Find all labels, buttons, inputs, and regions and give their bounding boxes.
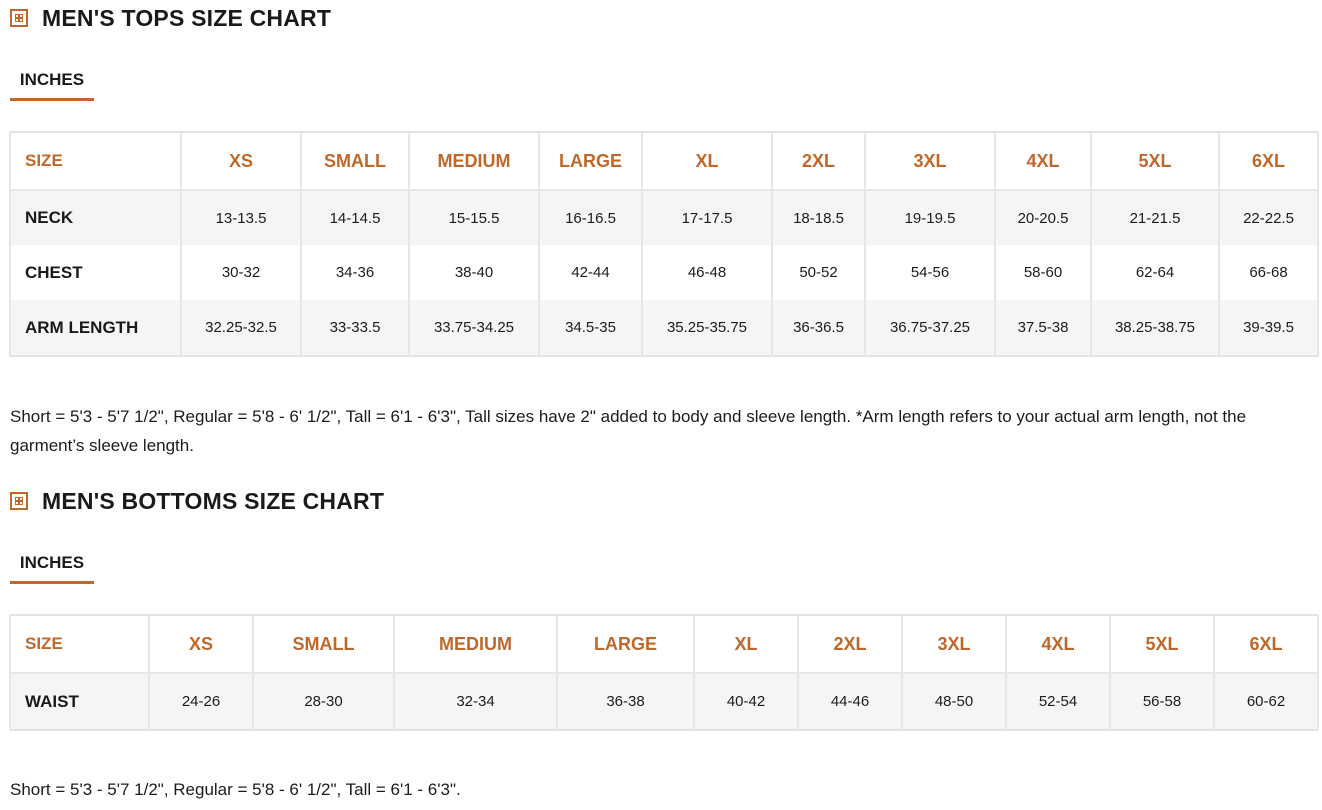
- table-cell: 17-17.5: [642, 190, 772, 245]
- size-col-6xl: 6XL: [1219, 132, 1318, 190]
- tops-section-title: [10, 4, 331, 32]
- size-header-label: SIZE: [10, 615, 149, 673]
- table-cell: 32-34: [394, 673, 557, 730]
- size-col-xs: XS: [149, 615, 253, 673]
- table-cell: 38-40: [409, 245, 539, 300]
- tops-size-table: [9, 131, 1319, 357]
- table-cell: 22-22.5: [1219, 190, 1318, 245]
- size-col-3xl: 3XL: [902, 615, 1006, 673]
- table-cell: 15-15.5: [409, 190, 539, 245]
- size-header-label: SIZE: [10, 132, 181, 190]
- table-cell: 54-56: [865, 245, 995, 300]
- row-label-arm-length: ARM LENGTH: [10, 300, 181, 356]
- tab-bottoms-inches[interactable]: [10, 553, 94, 584]
- tab-bottoms-inches-label: INCHES: [19, 553, 85, 572]
- tops-header-row: [10, 132, 1318, 190]
- table-cell: 46-48: [642, 245, 772, 300]
- tab-tops-inches[interactable]: [10, 70, 94, 101]
- table-cell: 62-64: [1091, 245, 1219, 300]
- bottoms-fit-note: Short = 5'3 - 5'7 1/2", Regular = 5'8 - 6' 1/2", Tall = 6'1 - 6'3".: [10, 780, 461, 799]
- table-cell: 33-33.5: [301, 300, 409, 356]
- bottoms-title: MEN'S BOTTOMS SIZE CHART: [42, 487, 385, 514]
- tops-title: MEN'S TOPS SIZE CHART: [42, 4, 332, 31]
- table-cell: 19-19.5: [865, 190, 995, 245]
- table-row: [10, 190, 1318, 245]
- size-col-2xl: 2XL: [772, 132, 865, 190]
- size-col-small: SMALL: [301, 132, 409, 190]
- table-row: [10, 673, 1318, 730]
- bottoms-size-table: [9, 614, 1319, 731]
- bottoms-section-title: [10, 487, 384, 515]
- table-cell: 32.25-32.5: [181, 300, 301, 356]
- size-col-5xl: 5XL: [1091, 132, 1219, 190]
- table-cell: 38.25-38.75: [1091, 300, 1219, 356]
- table-cell: 40-42: [694, 673, 798, 730]
- table-cell: 18-18.5: [772, 190, 865, 245]
- size-col-large: LARGE: [539, 132, 642, 190]
- size-col-xl: XL: [694, 615, 798, 673]
- row-label-neck: NECK: [10, 190, 181, 245]
- table-cell: 13-13.5: [181, 190, 301, 245]
- expand-box-icon[interactable]: [10, 9, 28, 27]
- row-label-chest: CHEST: [10, 245, 181, 300]
- table-cell: 60-62: [1214, 673, 1318, 730]
- expand-box-icon[interactable]: [10, 492, 28, 510]
- table-cell: 36-38: [557, 673, 694, 730]
- table-cell: 58-60: [995, 245, 1091, 300]
- bottoms-header-row: [10, 615, 1318, 673]
- table-cell: 48-50: [902, 673, 1006, 730]
- size-col-6xl: 6XL: [1214, 615, 1318, 673]
- table-row: [10, 300, 1318, 356]
- table-cell: 44-46: [798, 673, 902, 730]
- tops-fit-note: Short = 5'3 - 5'7 1/2", Regular = 5'8 - 6' 1/2", Tall = 6'1 - 6'3", Tall sizes have 2" added to body and sleeve length. *Arm length refers to your actual arm length, not the garment’s sleeve length.: [10, 407, 1247, 455]
- table-cell: 36.75-37.25: [865, 300, 995, 356]
- table-cell: 39-39.5: [1219, 300, 1318, 356]
- tab-tops-inches-label: INCHES: [19, 70, 85, 89]
- table-cell: 21-21.5: [1091, 190, 1219, 245]
- size-col-xs: XS: [181, 132, 301, 190]
- table-cell: 36-36.5: [772, 300, 865, 356]
- table-cell: 34-36: [301, 245, 409, 300]
- table-cell: 34.5-35: [539, 300, 642, 356]
- table-cell: 42-44: [539, 245, 642, 300]
- table-cell: 66-68: [1219, 245, 1318, 300]
- table-cell: 37.5-38: [995, 300, 1091, 356]
- table-row: [10, 245, 1318, 300]
- size-col-4xl: 4XL: [1006, 615, 1110, 673]
- table-cell: 33.75-34.25: [409, 300, 539, 356]
- size-col-2xl: 2XL: [798, 615, 902, 673]
- table-cell: 35.25-35.75: [642, 300, 772, 356]
- table-cell: 30-32: [181, 245, 301, 300]
- size-col-large: LARGE: [557, 615, 694, 673]
- size-col-5xl: 5XL: [1110, 615, 1214, 673]
- size-col-3xl: 3XL: [865, 132, 995, 190]
- row-label-waist: WAIST: [10, 673, 149, 730]
- table-cell: 14-14.5: [301, 190, 409, 245]
- table-cell: 20-20.5: [995, 190, 1091, 245]
- table-cell: 50-52: [772, 245, 865, 300]
- size-col-small: SMALL: [253, 615, 394, 673]
- size-col-medium: MEDIUM: [409, 132, 539, 190]
- size-col-xl: XL: [642, 132, 772, 190]
- size-col-medium: MEDIUM: [394, 615, 557, 673]
- table-cell: 24-26: [149, 673, 253, 730]
- size-col-4xl: 4XL: [995, 132, 1091, 190]
- table-cell: 56-58: [1110, 673, 1214, 730]
- table-cell: 28-30: [253, 673, 394, 730]
- table-cell: 16-16.5: [539, 190, 642, 245]
- table-cell: 52-54: [1006, 673, 1110, 730]
